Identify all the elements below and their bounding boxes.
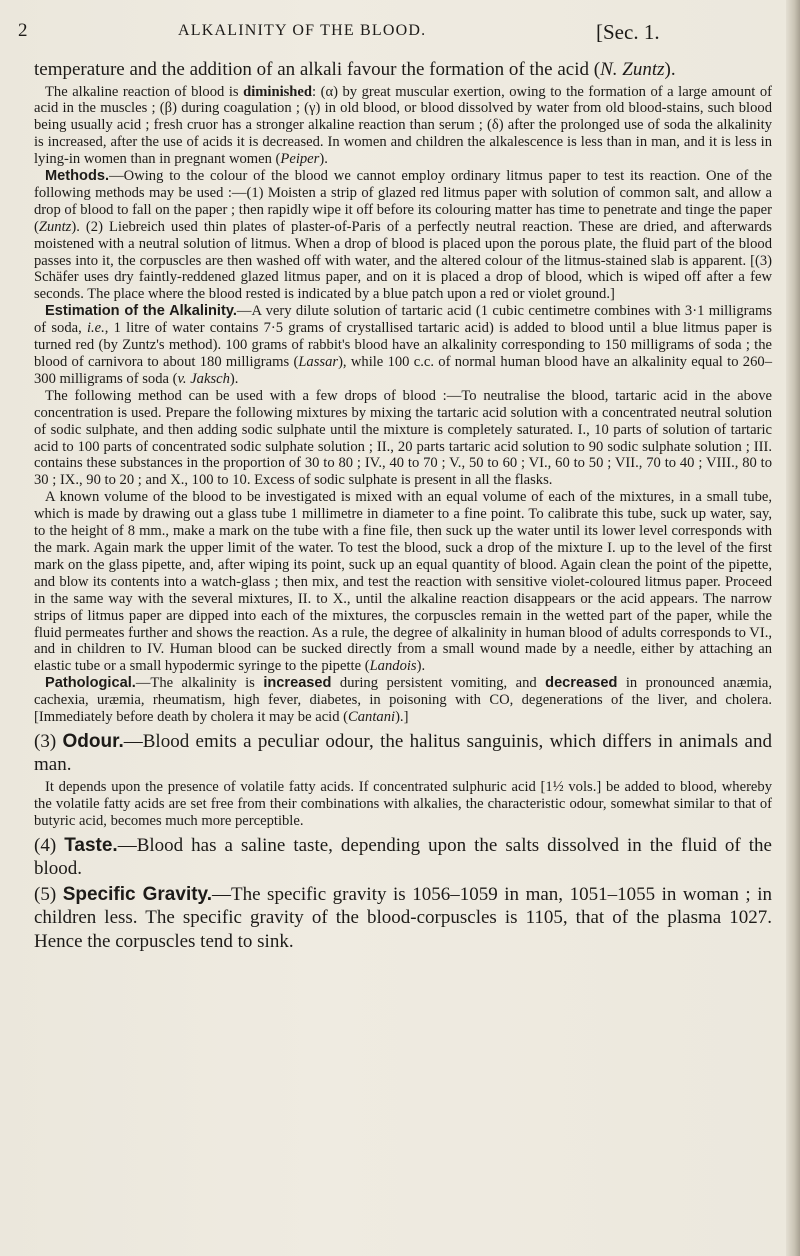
- keyword-increased: increased: [263, 675, 332, 692]
- section-label: [Sec. 1.: [596, 20, 660, 44]
- paragraph-methods: Methods.—Owing to the colour of the blood we cannot employ ordinary litmus paper to test its reaction. One of the following methods may be used :—(1) Moisten a strip of glazed red litmus paper with solution of common salt, and allow a drop of blood to fall on the paper ; then rapidly wipe it off before its colouring matter has time to penetrate and tinge the paper (Zuntz). (2) Liebreich used thin plates of plaster-of-Paris of a perfectly neutral reaction. These are dried, and afterwards moistened with a neutral solution of litmus. When a drop of blood is placed upon the porous plate, the fluid part of the blood passes into it, the corpuscles are then washed off with water, and the altered colour of the litmus-stained slab is apparent. [(3) Schäfer uses dry faintly-reddened glazed litmus paper, and on it is placed a drop of blood, which is wiped off after a few seconds. The place where the blood rested is indicated by a blue patch upon a red or violet ground.]: [34, 168, 772, 303]
- page-header: [0, 0, 786, 48]
- paragraph-pathological: Pathological.—The alkalinity is increased during persistent vomiting, and decreased in pronounced anæmia, cachexia, uræmia, rheumatism, high fever, diabetes, in poisoning with CO, degenerations of the liver, and cholera. [Immediately before death by cholera it may be acid (Cantani).]: [34, 675, 772, 726]
- paragraph-diminished: The alkaline reaction of blood is diminished: (α) by great muscular exertion, owing to the formation of a large amount of acid in the muscles ; (β) during coagulation ; (γ) in old blood, or blood dissolved by water from old blood-stains, such blood being usually acid ; fresh cruor has a stronger alkaline reaction than serum ; (δ) after the prolonged use of soda the alkalinity is increased, after the use of acids it is decreased. In women and children the alkalescence is less than in man, and it is less in lying-in women than in pregnant women (Peiper).: [34, 83, 772, 168]
- heading-taste: Taste.: [64, 834, 118, 856]
- citation: Landois: [369, 658, 417, 675]
- citation: Lassar: [298, 354, 339, 370]
- page-edge-shadow: [786, 0, 800, 1256]
- paragraph-known-volume: A known volume of the blood to be investigated is mixed with an equal volume of each of the mixtures, in a small tube, which is made by drawing out a glass tube 1 millimetre in diameter to a fine point. To calibrate this tube, suck up water, say, to the height of 8 mm., make a mark on the tube with a fine file, then suck up the water until its lower level corresponds with the mark. Again mark the upper limit of the water. To test the blood, suck a drop of the mixture I. up to the level of the first mark on the glass pipette, and, after wiping its point, suck up an equal quantity of blood. Again clean the point of the pipette, and blow its contents into a watch-glass ; then mix, and test the reaction with sensitive violet-coloured litmus paper. Proceed in the same way with the several mixtures, II. to X., until the alkaline reaction disappears or the acid appears. The narrow strips of litmus paper are dipped into each of the mixtures, the corpuscles remain in the wetted part of the paper, while the fluid permeates further and shows the reaction. As a rule, the degree of alkalinity in human blood of adults corresponds to VI., and in children to IV. Human blood can be sucked directly from a small wound made by a needle, either by attaching an elastic tube or a small hypodermic syringe to the pipette (Landois).: [34, 489, 772, 675]
- citation: N. Zuntz: [600, 59, 665, 80]
- citation: Peiper: [280, 151, 320, 168]
- keyword-diminished: diminished: [243, 83, 313, 100]
- paragraph-estimation: Estimation of the Alkalinity.—A very dilute solution of tartaric acid (1 cubic centimetre combines with 3·1 milligrams of soda, i.e., 1 litre of water contains 7·5 grams of crystallised tartaric acid) is added to blood until a blue litmus paper is turned red (by Zuntz's method). 100 grams of rabbit's blood have an alkalinity corresponding to 150 milligrams of soda ; the blood of carnivora to about 180 milligrams (Lassar), while 100 c.c. of normal human blood have an alkalinity equal to 260–300 milligrams of soda (v. Jaksch).: [34, 303, 772, 387]
- page-body: [34, 56, 772, 955]
- paragraph-taste: (4) Taste.—Blood has a saline taste, depending upon the salts dissolved in the fluid of the blood.: [34, 834, 772, 880]
- heading-odour: Odour.: [62, 730, 124, 752]
- heading-specific-gravity: Specific Gravity.: [62, 883, 212, 905]
- page-number: 2: [18, 20, 28, 41]
- citation: v. Jaksch: [177, 370, 230, 387]
- subheading-pathological: Pathological.: [45, 675, 136, 692]
- paragraph-odour-detail: It depends upon the presence of volatile fatty acids. If concentrated sulphuric acid [1½ vols.] be added to blood, whereby the volatile fatty acids are set free from their combinations with alkalies, the characteristic odour, somewhat similar to that of butyric acid, becomes much more perceptible.: [34, 778, 772, 829]
- citation: Zuntz: [38, 218, 72, 235]
- running-title: ALKALINITY OF THE BLOOD.: [178, 22, 427, 39]
- citation: Cantani: [348, 709, 396, 726]
- paragraph-specific-gravity: (5) Specific Gravity.—The specific gravity is 1056–1059 in man, 1051–1055 in woman ; in children less. The specific gravity of the blood-corpuscles is 1105, that of the plasma 1027. Hence the corpuscles tend to sink.: [34, 883, 772, 952]
- subheading-estimation: Estimation of the Alkalinity.: [45, 303, 237, 320]
- subheading-methods: Methods.: [45, 168, 110, 185]
- paragraph-following-method: The following method can be used with a few drops of blood :—To neutralise the blood, tartaric acid in the above concentration is used. Prepare the following mixtures by mixing the tartaric acid solution with a concentrated neutral solution of sodic sulphate, and then adding sodic sulphate until the mixture is completely saturated. I., 10 parts of solution of tartaric acid to 100 parts of concentrated sodic sulphate solution ; II., 20 parts tartaric acid solution to 90 sodic sulphate solution ; III. contains these substances in the proportion of 30 to 80 ; IV., 40 to 70 ; V., 50 to 60 ; VI., 60 to 50 ; VII., 70 to 40 ; VIII., 80 to 30 ; IX., 90 to 20 ; and X., 100 to 10. Excess of sodic sulphate is present in all the flasks.: [34, 387, 772, 489]
- paragraph-intro: temperature and the addition of an alkali favour the formation of the acid (N. Zuntz).: [34, 59, 676, 80]
- keyword-decreased: decreased: [545, 675, 618, 692]
- paragraph-odour: (3) Odour.—Blood emits a peculiar odour, the halitus sanguinis, which differs in animals and man.: [34, 730, 772, 776]
